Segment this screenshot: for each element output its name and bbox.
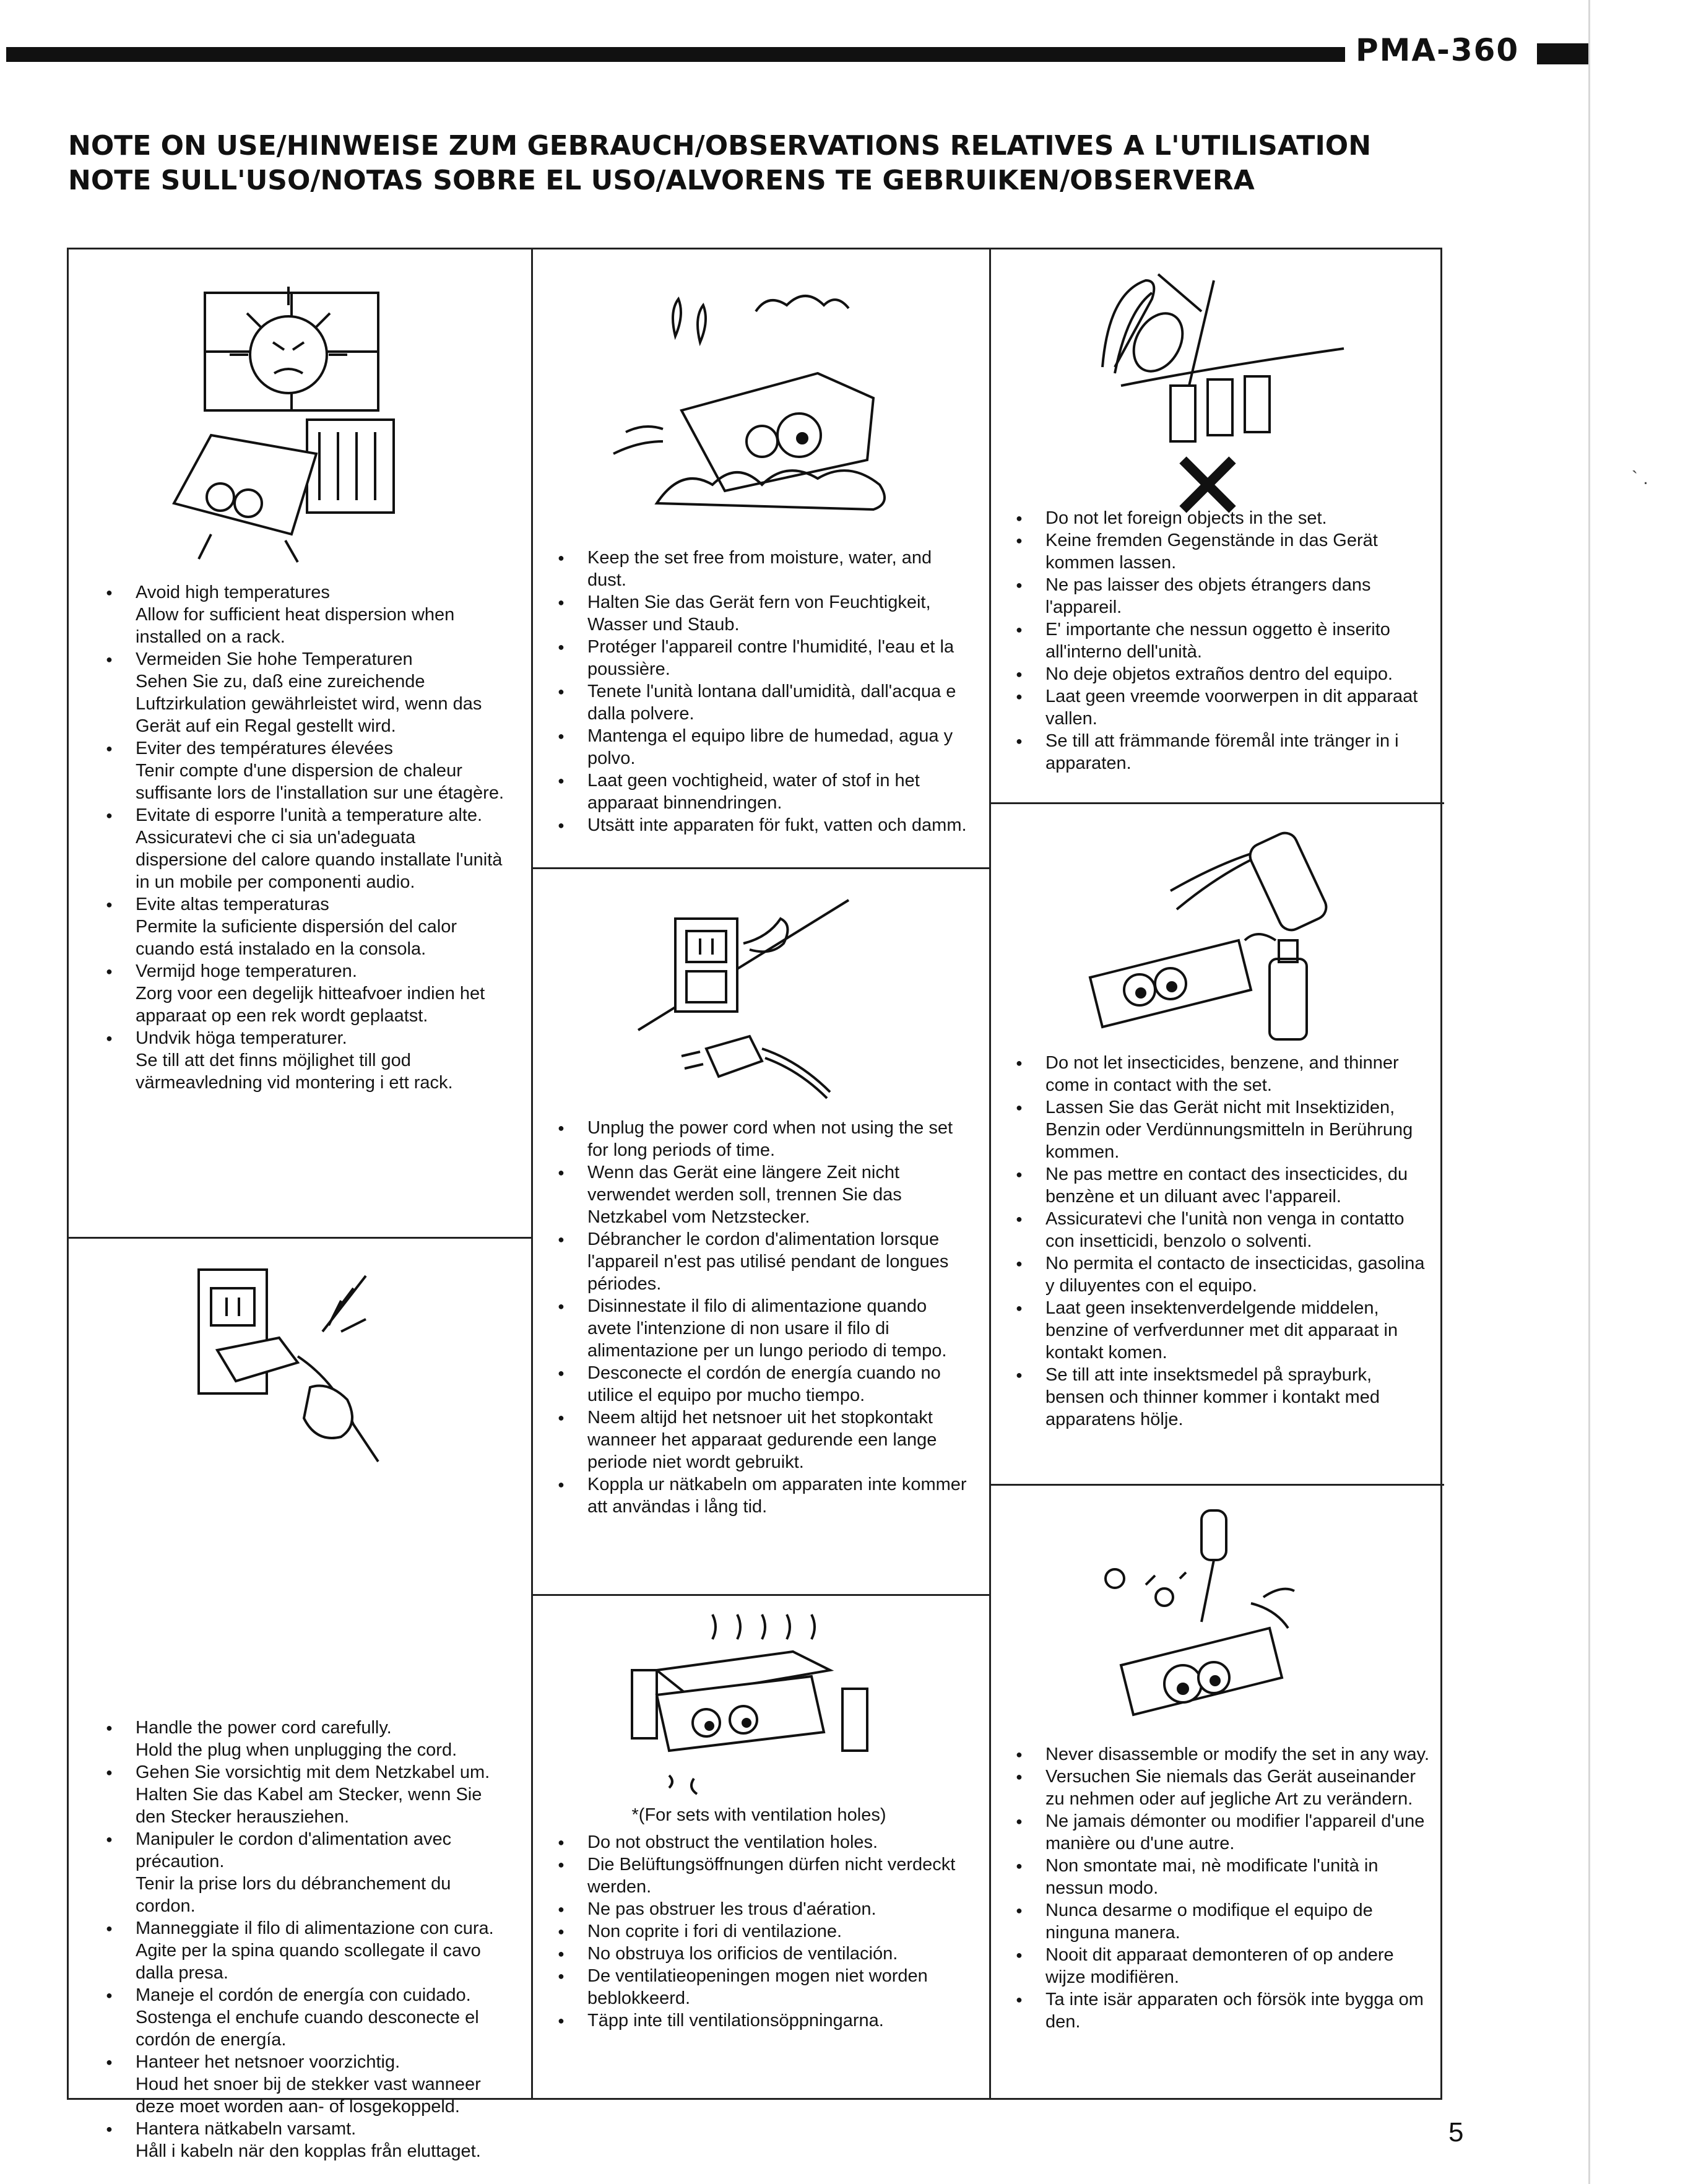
note-cell-foreign-objects — [991, 249, 1444, 802]
list-item: ● Vermijd hoge temperaturen. Zorg voor een degelijk hitteafvoer indien het apparaat op een rek wordt geplaatst. — [93, 960, 508, 1027]
list-item: ● Ne pas mettre en contact des insecticides, du benzène et un diluant avec l'appareil. — [1003, 1163, 1430, 1208]
ventilation-note: *(For sets with ventilation holes) — [631, 1805, 886, 1825]
list-item: ● Débrancher le cordon d'alimentation lorsque l'appareil n'est pas utilisé pendant de longues périodes. — [545, 1228, 972, 1295]
list-item: ● Neem altijd het netsnoer uit het stopkontakt wanneer het apparaat gedurende een lange periode niet wordt gebruikt. — [545, 1406, 972, 1473]
sun-heater-device-icon — [162, 280, 446, 571]
scan-mark: ` . — [1632, 468, 1648, 488]
list-item: ● Utsätt inte apparaten för fukt, vatten och damm. — [545, 814, 972, 836]
high-temperature-text — [93, 581, 508, 1094]
list-item: ● Disinnestate il filo di alimentazione quando avete l'intenzione di non usare il filo di alimentazione per un lungo periodo di tempo. — [545, 1295, 972, 1362]
list-item: ● Evitate di esporre l'unità a temperature alte. Assicuratevi che ci sia un'adeguata dispersione del calore quando installate l'unità in un mobile per componenti audio. — [93, 804, 508, 893]
page-number: 5 — [1448, 2117, 1464, 2147]
page-title-line-1: NOTE ON USE/HINWEISE ZUM GEBRAUCH/OBSERVATIONS RELATIVES A L'UTILISATION — [68, 130, 1372, 162]
list-item: ● Ne pas obstruer les trous d'aération. — [545, 1898, 972, 1920]
list-item: ● Desconecte el cordón de energía cuando no utilice el equipo por mucho tiempo. — [545, 1362, 972, 1406]
list-item: ● Hantera nätkabeln varsamt. Håll i kabeln när den kopplas från eluttaget. — [93, 2118, 508, 2162]
list-item: ● Ne jamais démonter ou modifier l'appareil d'une manière ou d'une autre. — [1003, 1810, 1430, 1855]
list-item: ● Wenn das Gerät eine längere Zeit nicht verwendet werden soll, trennen Sie das Netzkabel vom Netzstecker. — [545, 1161, 972, 1228]
ventilation-text — [545, 1804, 972, 2032]
note-cell-disassemble — [991, 1486, 1444, 2102]
wall-outlet-unplugged-icon — [638, 888, 861, 1098]
list-item: ● Eviter des températures élevées Tenir compte d'une dispersion de chaleur suffisante lors de l'installation sur une étagère. — [93, 737, 508, 804]
list-item: ● No permita el contacto de insecticidas, gasolina y diluyentes con el equipo. — [1003, 1252, 1430, 1297]
plug-outlet-hand-icon — [180, 1251, 428, 1468]
list-item: ● Never disassemble or modify the set in any way. — [1003, 1743, 1430, 1766]
list-item: ● Manneggiate il filo di alimentazione con cura. Agite per la spina quando scollegate il cavo dalla presa. — [93, 1917, 508, 1984]
page-title — [68, 129, 1566, 198]
note-cell-moisture — [533, 249, 989, 867]
list-item: ● Handle the power cord carefully. Hold the plug when unplugging the cord. — [93, 1717, 508, 1761]
power-cord-text — [93, 1717, 508, 2162]
note-cell-unplug — [533, 869, 989, 1594]
list-item: ● Halten Sie das Gerät fern von Feuchtigkeit, Wasser und Staub. — [545, 591, 972, 636]
list-item: ● Laat geen vochtigheid, water of stof in het apparaat binnendringen. — [545, 769, 972, 814]
list-item: ● Die Belüftungsöffnungen dürfen nicht verdeckt werden. — [545, 1853, 972, 1898]
list-item: ● Se till att främmande föremål inte tränger in i apparaten. — [1003, 730, 1430, 774]
list-item: ● Do not let foreign objects in the set. — [1003, 507, 1430, 529]
list-item: ● Tenete l'unità lontana dall'umidità, dall'acqua e dalla polvere. — [545, 680, 972, 725]
list-item: ● No deje objetos extraños dentro del equipo. — [1003, 663, 1430, 685]
list-item: ● De ventilatieopeningen mogen niet worden beblokkeerd. — [545, 1965, 972, 2009]
list-item: ● Hanteer het netsnoer voorzichtig. Houd het snoer bij de stekker vast wanneer deze moet worden aan- of losgekoppeld. — [93, 2051, 508, 2118]
note-cell-power-cord — [69, 1239, 531, 2161]
covered-device-heat-icon — [620, 1614, 892, 1800]
page-title-line-2: NOTE SULL'USO/NOTAS SOBRE EL USO/ALVORENS TE GEBRUIKEN/OBSERVERA — [68, 165, 1255, 196]
list-item: ● Nunca desarme o modifique el equipo de ninguna manera. — [1003, 1899, 1430, 1944]
model-label: PMA-360 — [1356, 32, 1520, 68]
list-item: ● Assicuratevi che l'unità non venga in contatto con insetticidi, benzolo o solventi. — [1003, 1208, 1430, 1252]
page-edge-line — [1588, 0, 1590, 2184]
unplug-text — [545, 1117, 972, 1518]
list-item: ● Nooit dit apparaat demonteren of op andere wijze modifiëren. — [1003, 1944, 1430, 1988]
foreign-objects-text — [1003, 507, 1430, 774]
list-item: ● Vermeiden Sie hohe Temperaturen Sehen Sie zu, daß eine zureichende Luftzirkulation gewährleistet wird, wenn das Gerät auf ein Regal gestellt wird. — [93, 648, 508, 737]
list-item: ● Lassen Sie das Gerät nicht mit Insektiziden, Benzin oder Verdünnungsmitteln in Berührung kommen. — [1003, 1096, 1430, 1163]
list-item: ● Manipuler le cordon d'alimentation avec précaution. Tenir la prise lors du débranchement du cordon. — [93, 1828, 508, 1917]
list-item: ● Se till att inte insektsmedel på sprayburk, bensen och thinner kommer i kontakt med apparatens hölje. — [1003, 1364, 1430, 1431]
hairpin-coin-slot-icon — [1059, 262, 1356, 522]
disassemble-text — [1003, 1743, 1430, 2033]
screwdriver-device-icon — [1090, 1504, 1338, 1764]
list-item: ● Ne pas laisser des objets étrangers dans l'appareil. — [1003, 574, 1430, 618]
list-item: ● Maneje el cordón de energía con cuidado. Sostenga el enchufe cuando desconecte el cordón de energía. — [93, 1984, 508, 2051]
list-item: ● No obstruya los orificios de ventilación. — [545, 1943, 972, 1965]
list-item: ● Protéger l'appareil contre l'humidité, l'eau et la poussière. — [545, 636, 972, 680]
header-rule-end — [1537, 43, 1589, 64]
spray-can-bottle-icon — [1071, 817, 1350, 1064]
list-item: ● Avoid high temperatures Allow for sufficient heat dispersion when installed on a rack. — [93, 581, 508, 648]
list-item: ● Do not obstruct the ventilation holes. — [545, 1831, 972, 1853]
moisture-text — [545, 547, 972, 836]
list-item: ● Mantenga el equipo libre de humedad, agua y polvo. — [545, 725, 972, 769]
water-dust-device-icon — [595, 268, 929, 516]
list-item: ● Ta inte isär apparaten och försök inte bygga om den. — [1003, 1988, 1430, 2033]
insecticides-text — [1003, 1052, 1430, 1431]
list-item: ● Non coprite i fori di ventilazione. — [545, 1920, 972, 1943]
list-item: ● Undvik höga temperaturer. Se till att det finns möjlighet till god värmeavledning vid montering i ett rack. — [93, 1027, 508, 1094]
list-item: ● Do not let insecticides, benzene, and thinner come in contact with the set. — [1003, 1052, 1430, 1096]
list-item: ● Keep the set free from moisture, water, and dust. — [545, 547, 972, 591]
list-item: ● E' importante che nessun oggetto è inserito all'interno dell'unità. — [1003, 618, 1430, 663]
list-item: ● Koppla ur nätkabeln om apparaten inte kommer att användas i lång tid. — [545, 1473, 972, 1518]
note-cell-ventilation — [533, 1596, 989, 2102]
note-cell-high-temperature — [69, 249, 531, 1237]
list-item: ● Täpp inte till ventilationsöppningarna. — [545, 2009, 972, 2032]
list-item: ● Non smontate mai, nè modificate l'unità in nessun modo. — [1003, 1855, 1430, 1899]
header-rule — [6, 47, 1345, 62]
list-item: ● Laat geen vreemde voorwerpen in dit apparaat vallen. — [1003, 685, 1430, 730]
note-cell-insecticides — [991, 804, 1444, 1484]
list-item: ● Unplug the power cord when not using the set for long periods of time. — [545, 1117, 972, 1161]
notes-grid — [67, 248, 1442, 2161]
list-item: ● Evite altas temperaturas Permite la suficiente dispersión del calor cuando está instalado en la consola. — [93, 893, 508, 960]
list-item: ● Keine fremden Gegenstände in das Gerät kommen lassen. — [1003, 529, 1430, 574]
list-item: ● Laat geen insektenverdelgende middelen, benzine of verfverdunner met dit apparaat in kontakt komen. — [1003, 1297, 1430, 1364]
list-item: ● Gehen Sie vorsichtig mit dem Netzkabel um. Halten Sie das Kabel am Stecker, wenn Sie den Stecker herausziehen. — [93, 1761, 508, 1828]
list-item: ● Versuchen Sie niemals das Gerät auseinander zu nehmen oder auf jegliche Art zu verändern. — [1003, 1766, 1430, 1810]
